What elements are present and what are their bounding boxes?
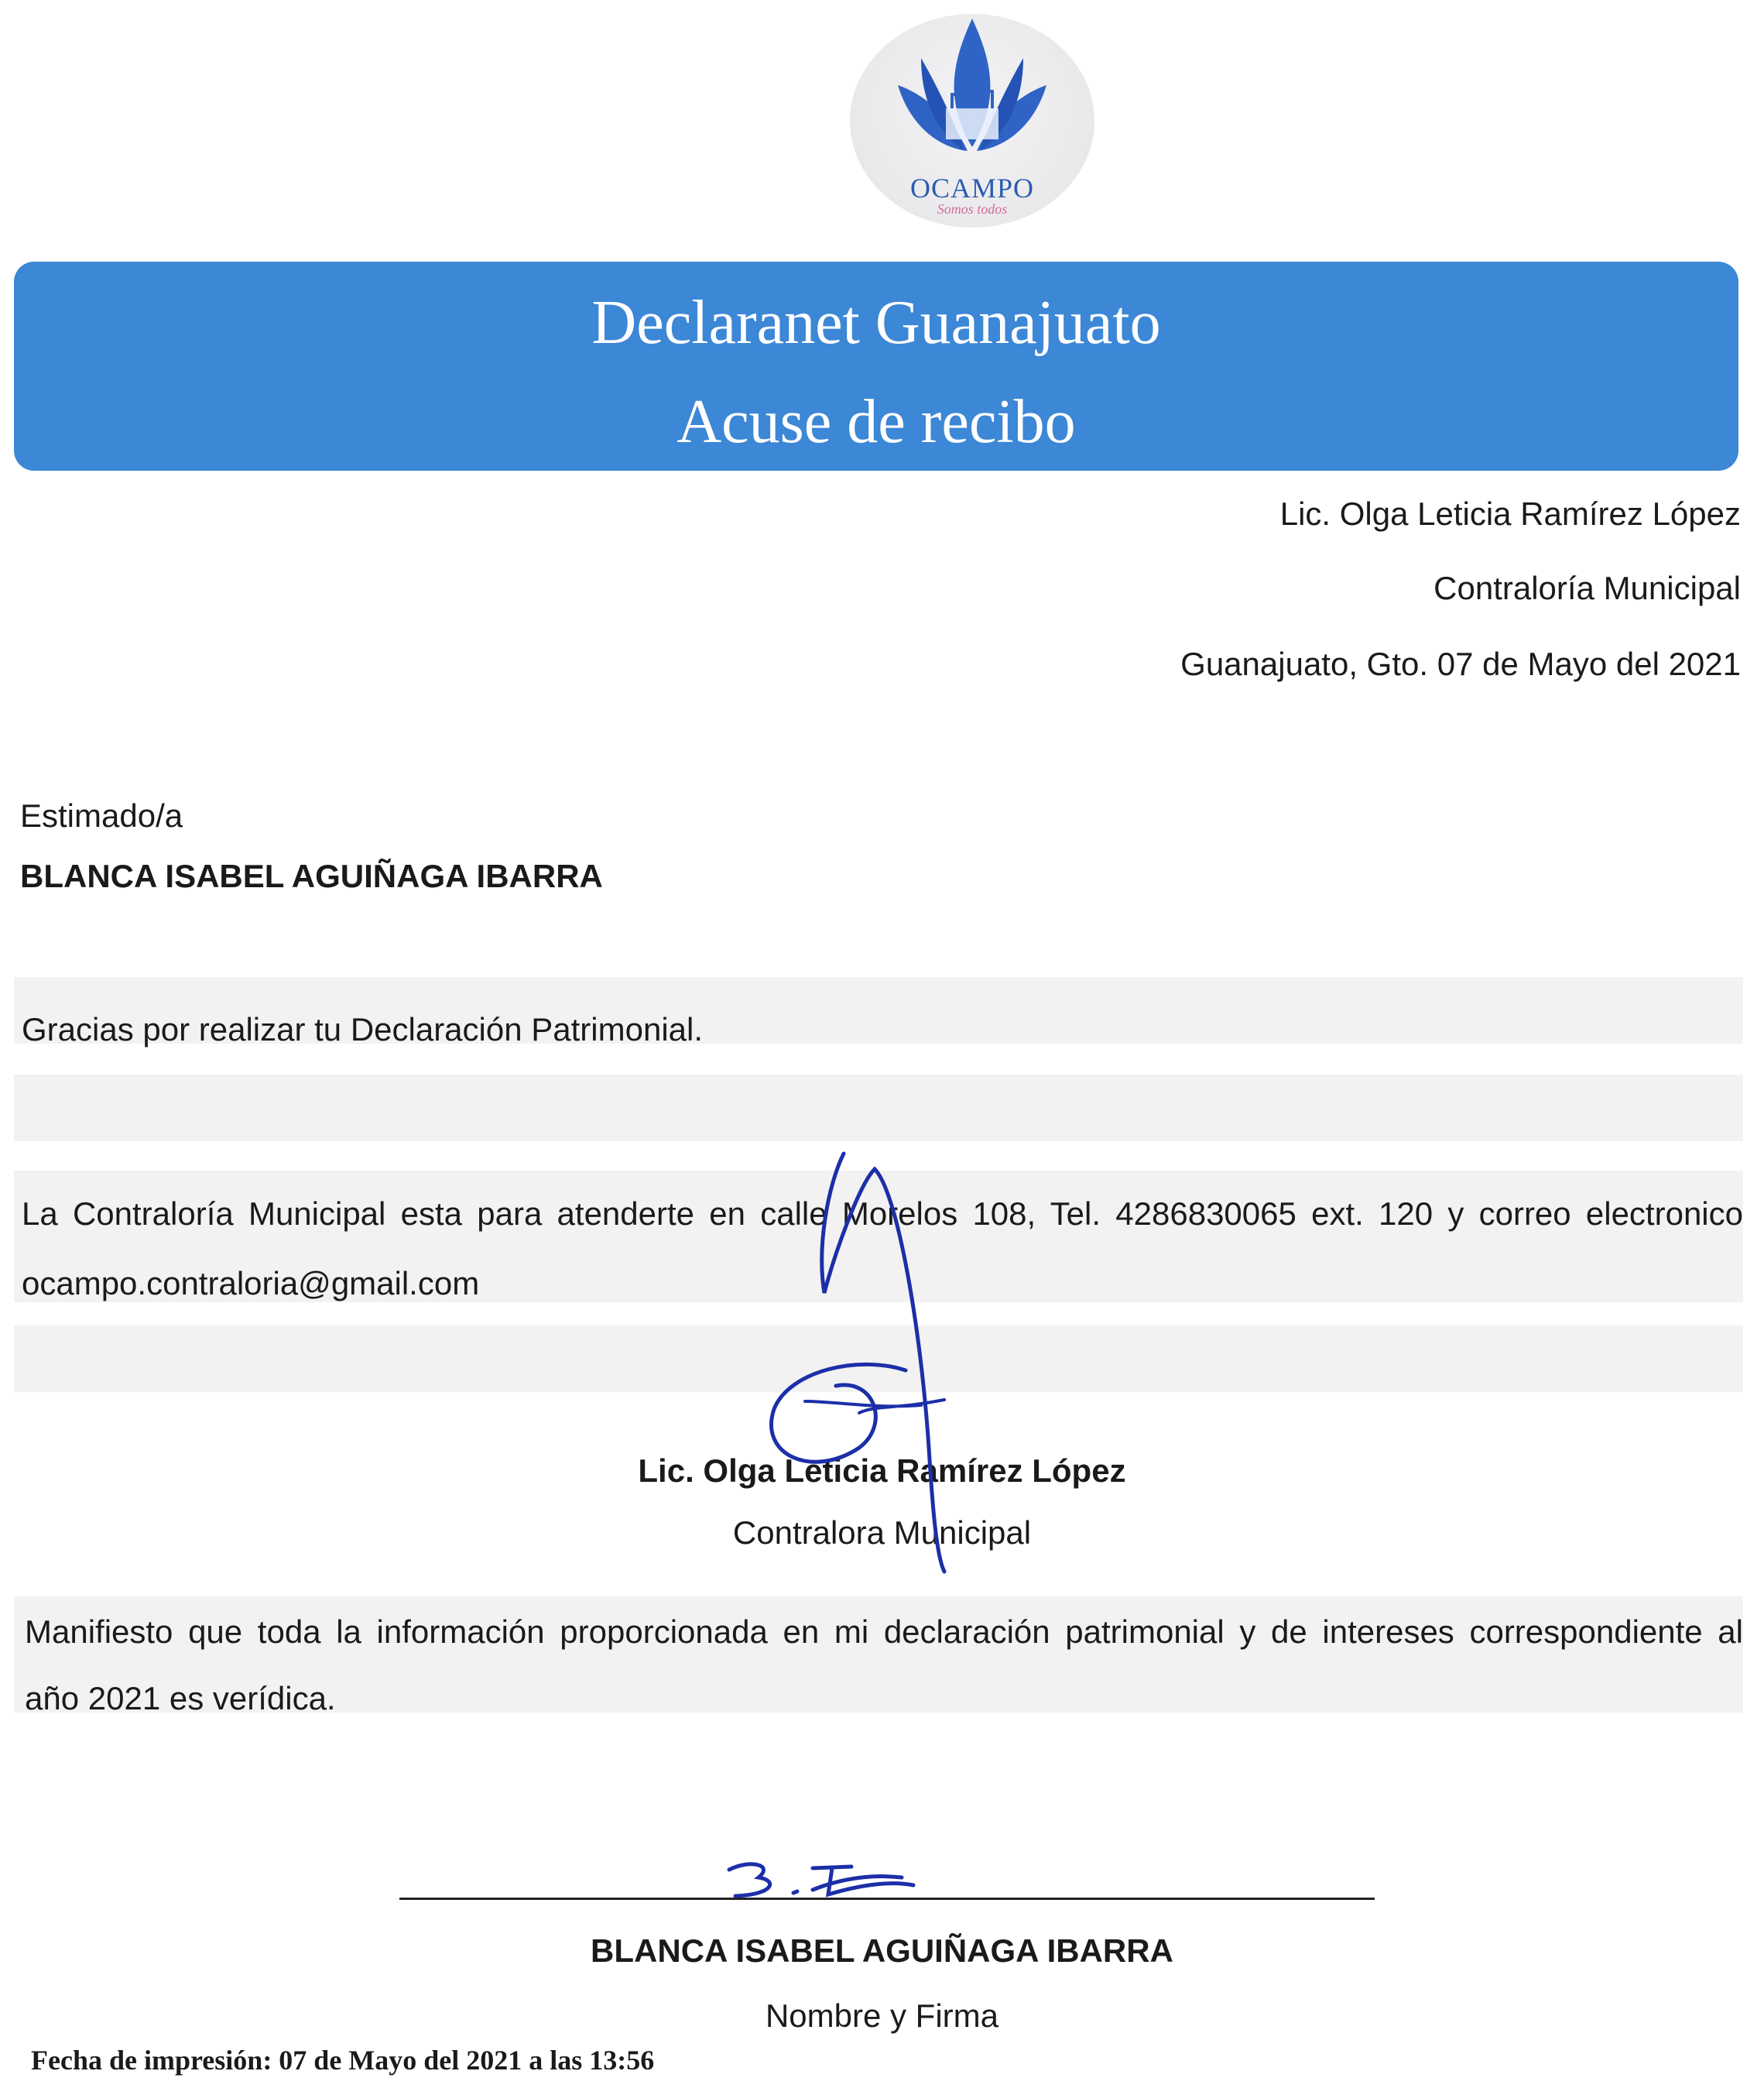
contact-email: ocampo.contraloria@gmail.com bbox=[22, 1265, 480, 1301]
declarant-name: BLANCA ISABEL AGUIÑAGA IBARRA bbox=[591, 1932, 1173, 1969]
logo-wordmark: OCAMPO bbox=[909, 173, 1035, 204]
form-row-band bbox=[14, 1075, 1743, 1141]
handwritten-signature-declarant bbox=[720, 1854, 921, 1908]
recipient-name: BLANCA ISABEL AGUIÑAGA IBARRA bbox=[20, 858, 603, 894]
contact-line-1: La Contraloría Municipal esta para atenderte en calle Morelos 108, Tel. 4286830065 ext. 120 y correo electronico bbox=[22, 1195, 1743, 1232]
handwritten-signature-official bbox=[743, 1138, 991, 1587]
header-office: Contraloría Municipal bbox=[1433, 570, 1741, 606]
thanks-message: Gracias por realizar tu Declaración Patrimonial. bbox=[22, 1011, 704, 1048]
banner-title: Declaranet Guanajuato bbox=[591, 289, 1161, 357]
official-signature-name: Lic. Olga Leticia Ramírez López bbox=[638, 1452, 1126, 1489]
official-signature-title: Contralora Municipal bbox=[732, 1514, 1032, 1551]
lotus-logo-icon bbox=[890, 15, 1054, 170]
signature-line bbox=[399, 1898, 1375, 1900]
banner-subtitle: Acuse de recibo bbox=[676, 388, 1076, 456]
signature-caption: Nombre y Firma bbox=[765, 1997, 999, 2034]
print-date: Fecha de impresión: 07 de Mayo del 2021 a las 13:56 bbox=[31, 2045, 655, 2076]
declaration-line-2: año 2021 es verídica. bbox=[25, 1680, 336, 1716]
header-place-date: Guanajuato, Gto. 07 de Mayo del 2021 bbox=[1180, 646, 1741, 682]
header-official-name: Lic. Olga Leticia Ramírez López bbox=[1279, 495, 1741, 532]
logo-slogan: Somos todos bbox=[937, 201, 1008, 217]
salutation: Estimado/a bbox=[20, 797, 183, 834]
declaration-line-1: Manifiesto que toda la información proporcionada en mi declaración patrimonial y de intereses correspondiente al bbox=[25, 1613, 1743, 1650]
